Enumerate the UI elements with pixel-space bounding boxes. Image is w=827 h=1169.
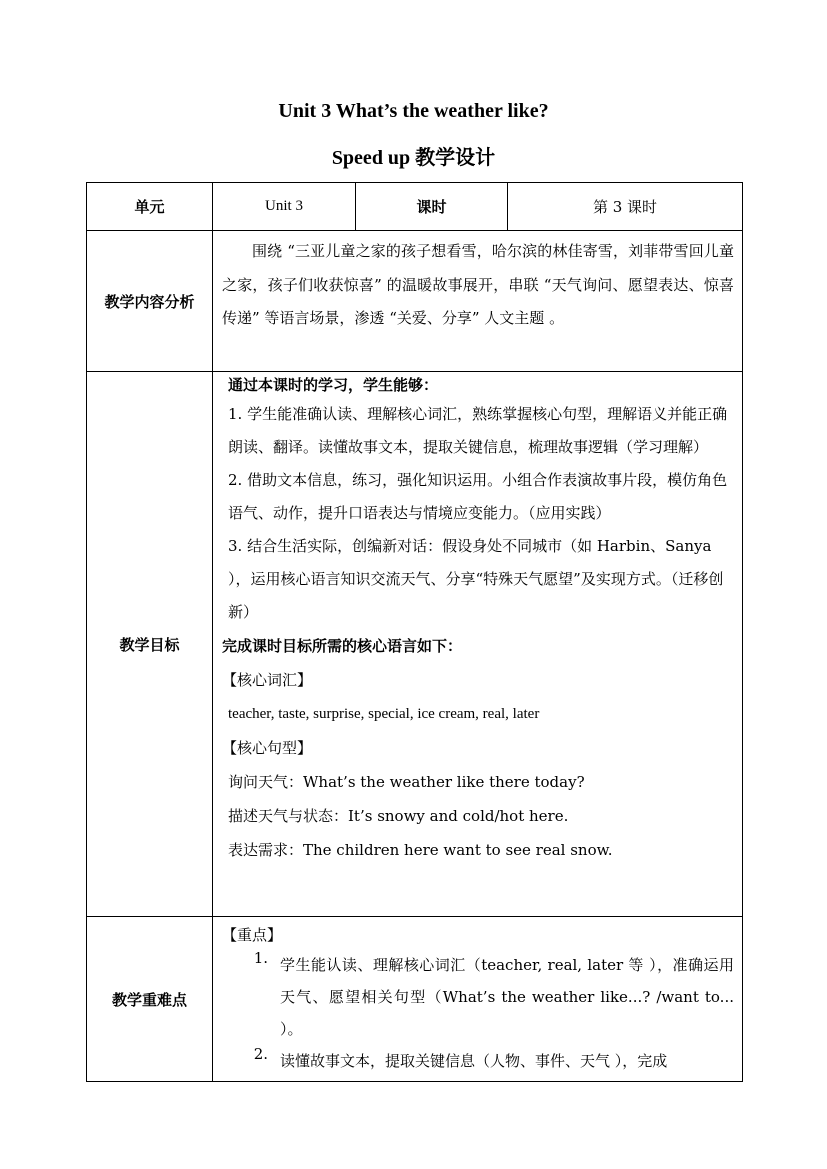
objective-item-2: 2. 借助文本信息，练习，强化知识运用。小组合作表演故事片段，模仿角色语气、动作，提升口语表达与情境应变能力。（应用实践） [228,471,728,522]
key-point-number: 2. [253,1045,268,1063]
lesson-plan-table [86,182,743,1082]
objectives-row [87,372,743,917]
content-analysis-label: 教学内容分析 [87,231,213,372]
content-analysis-row [87,231,743,372]
objective-item-3: 3. 结合生活实际，创编新对话：假设身处不同城市（如 Harbin、Sanya ），运用核心语言知识交流天气、分享“特殊天气愿望”及实现方式。（迁移创新） [228,537,724,621]
objectives-intro: 通过本课时的学习，学生能够： [228,376,439,394]
content-analysis-text: 围绕 “三亚儿童之家的孩子想看雪，哈尔滨的林佳寄雪，刘菲带雪回儿童之家，孩子们收获惊喜” 的温暖故事展开，串联 “天气询问、愿望表达、惊喜传递” 等语言场景，渗透 “关爱、分享” 人文主题 。 [222,242,734,327]
key-points-heading: 【重点】 [222,926,283,944]
objectives-cell [213,372,743,917]
unit-value: Unit 3 [213,183,356,231]
sentence-heading: 【核心句型】 [222,739,313,757]
key-point-text: 学生能认读、理解核心词汇（teacher, real, later 等 ），准确运用天气、愿望相关句型（What’s the weather like...? /want to... ）。 [280,956,734,1038]
document-subtitle: Speed up 教学设计 [331,147,496,169]
key-point-number: 1. [253,949,268,967]
period-value: 第 3 课时 [508,183,743,231]
key-points-label: 教学重难点 [87,917,213,1082]
key-point-item [222,949,734,1045]
key-points-row [87,917,743,1082]
sentence-item: 表达需求：The children here want to see real snow. [228,841,613,859]
sentence-item: 询问天气：What’s the weather like there today? [228,773,585,791]
key-point-text: 读懂故事文本，提取关键信息（人物、事件、天气 ），完成 [280,1052,668,1070]
document-title: Unit 3 What’s the weather like? [278,100,549,122]
key-point-item [222,1045,734,1077]
key-points-cell [213,917,743,1082]
vocab-list: teacher, taste, surprise, special, ice cream, real, later [228,706,540,722]
objectives-label: 教学目标 [87,372,213,917]
content-analysis-cell [213,231,743,372]
unit-label: 单元 [87,183,213,231]
vocab-heading: 【核心词汇】 [222,671,313,689]
period-label: 课时 [356,183,508,231]
sentence-item: 描述天气与状态：It’s snowy and cold/hot here. [228,807,569,825]
objective-item-1: 1. 学生能准确认读、理解核心词汇，熟练掌握核心句型，理解语义并能正确朗读、翻译。读懂故事文本，提取关键信息，梳理故事逻辑（学习理解） [228,405,728,456]
core-language-intro: 完成课时目标所需的核心语言如下： [222,637,463,655]
header-row [87,183,743,231]
